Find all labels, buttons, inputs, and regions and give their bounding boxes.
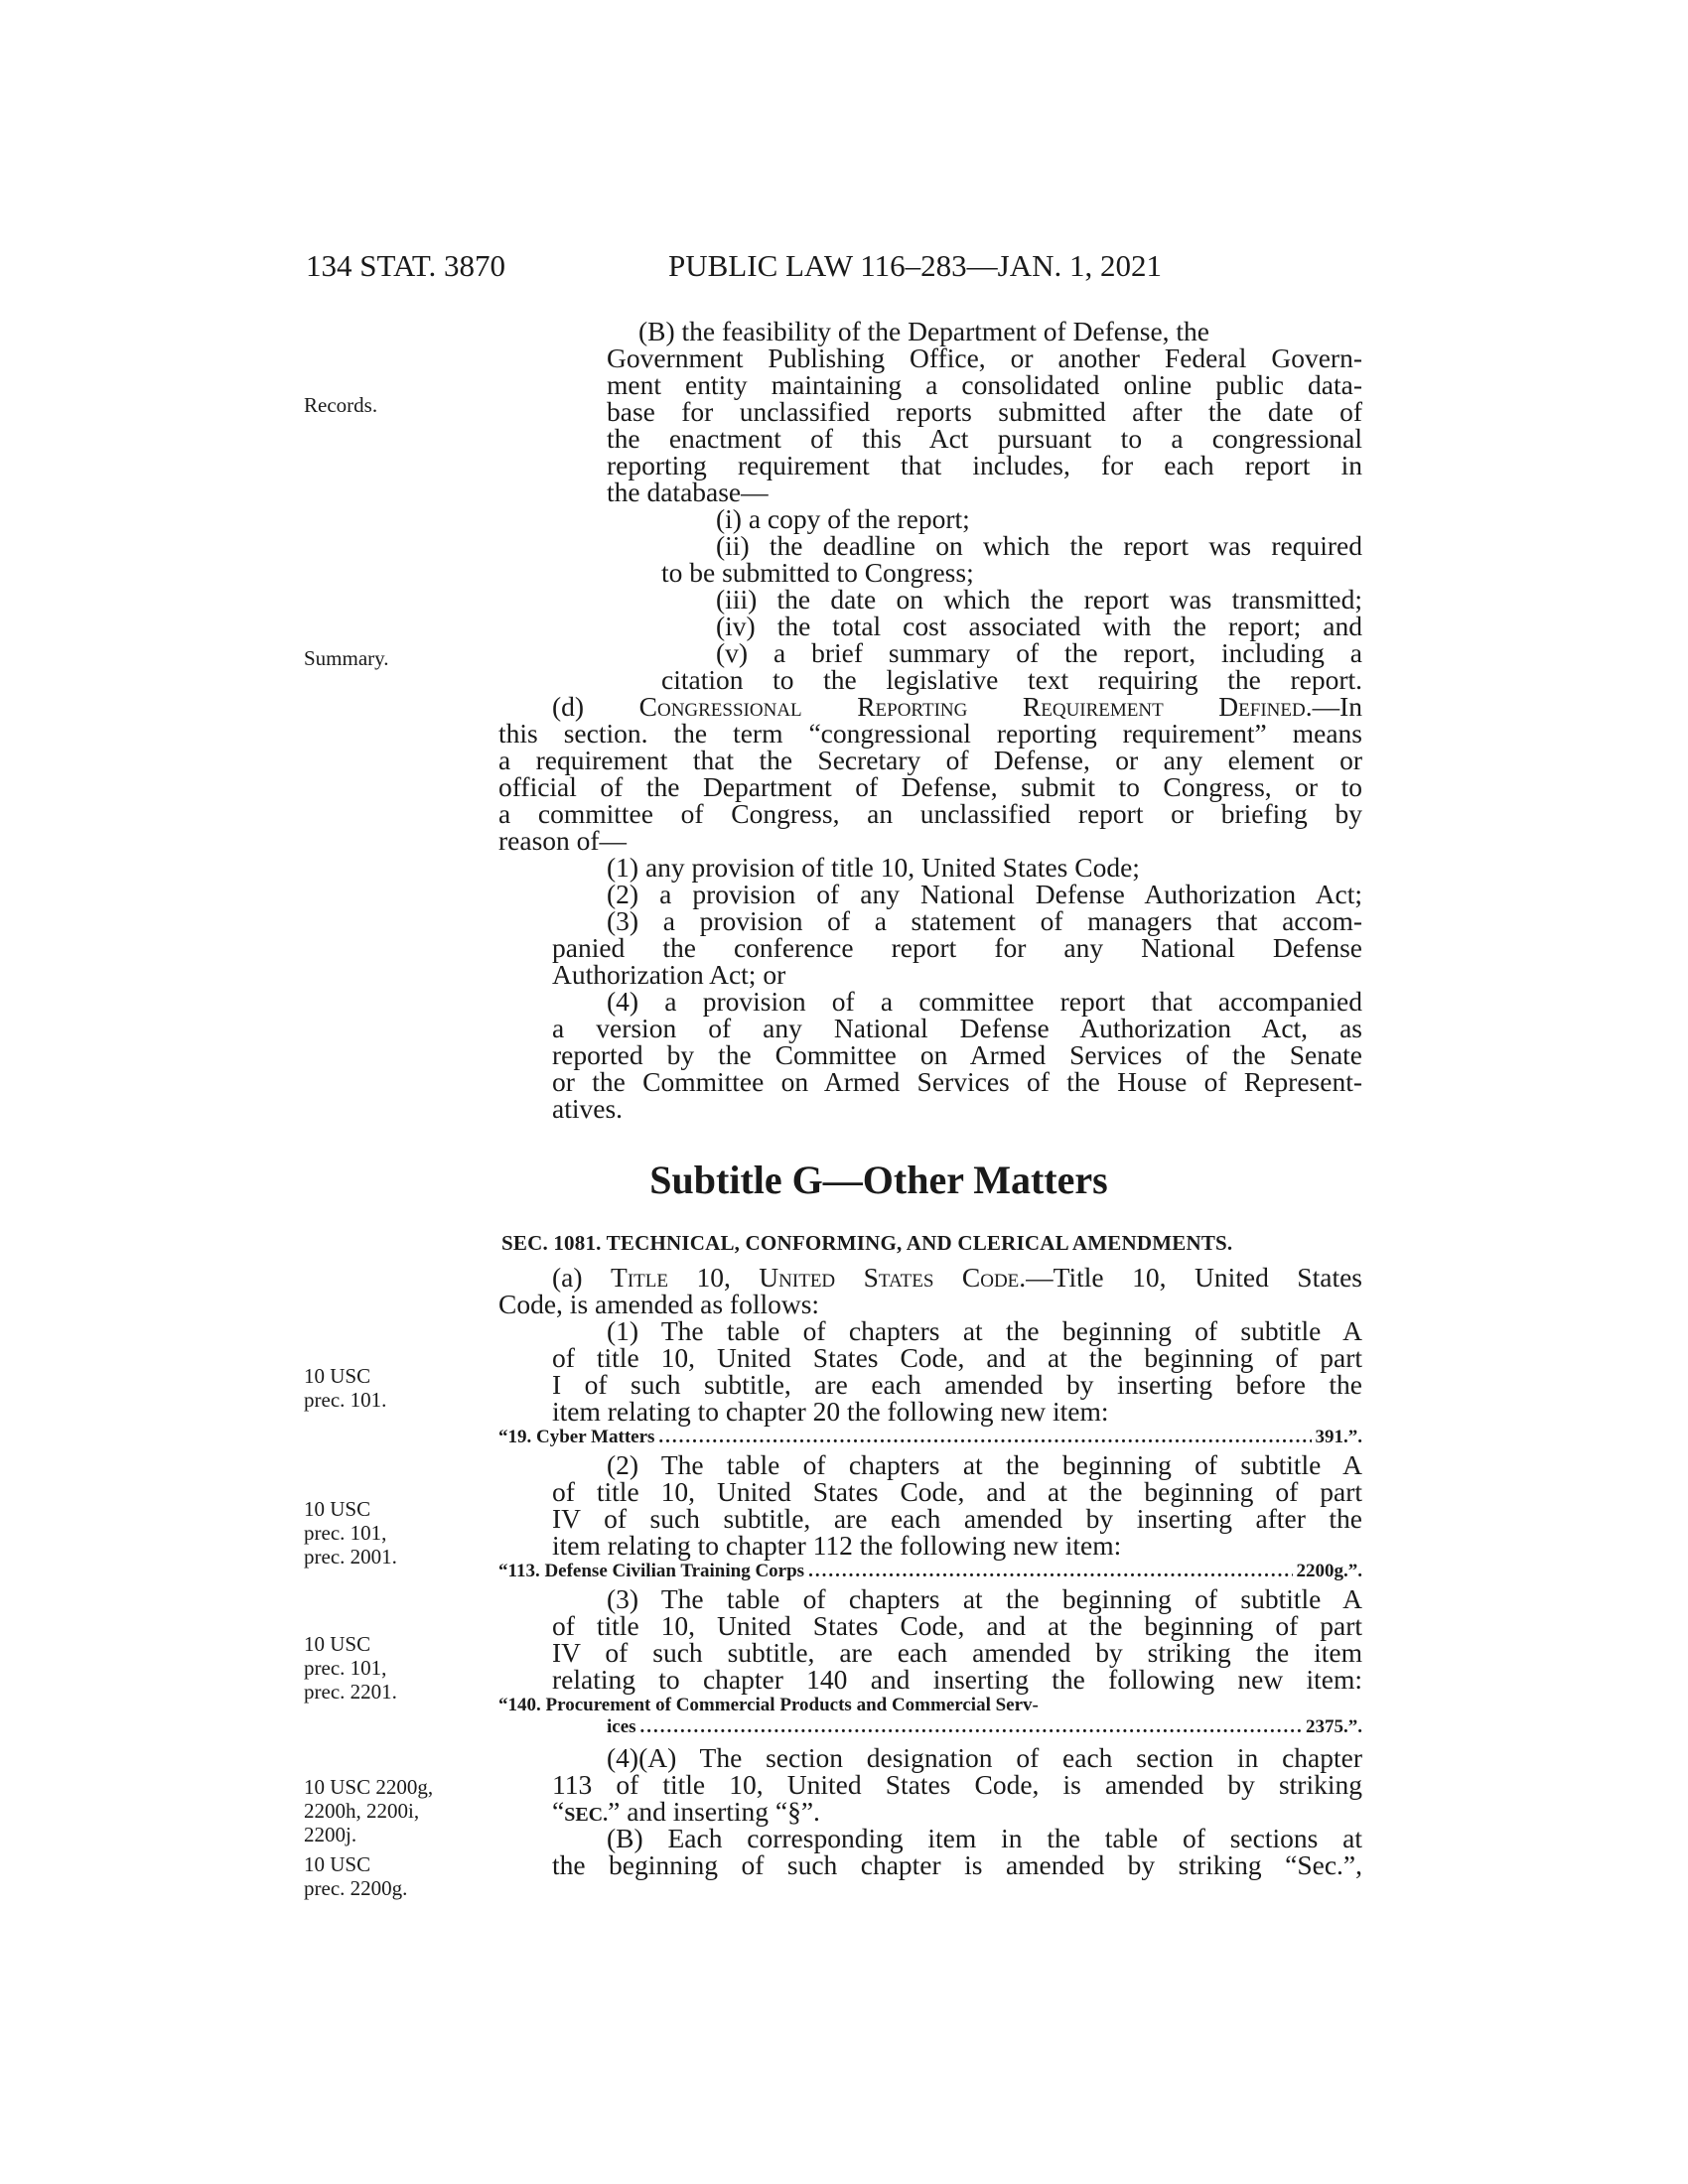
- para-b-line: the database—: [607, 477, 769, 507]
- subtitle-heading: Subtitle G—Other Matters: [649, 1158, 1108, 1202]
- margin-note-summary: Summary.: [304, 646, 389, 670]
- item-d-4-cont: a version of any National Defense Authorization Act, as: [552, 1013, 1362, 1043]
- para-d-line: reason of—: [498, 825, 628, 856]
- item-d-3: (3) a provision of a statement of managers that accom-: [607, 905, 1362, 936]
- amend-3-line: relating to chapter 140 and inserting the following new item:: [552, 1664, 1362, 1695]
- item-d-4-cont: or the Committee on Armed Services of the House of Represent-: [552, 1066, 1362, 1097]
- amend-4a-line: “SEC.” and inserting “§”.: [552, 1796, 820, 1827]
- item-b-iv: (iv) the total cost associated with the report; and: [716, 611, 1362, 641]
- para-b-line: reporting requirement that includes, for each report in: [607, 450, 1362, 480]
- item-d-1: (1) any provision of title 10, United States Code;: [607, 852, 1140, 883]
- para-b-line: ment entity maintaining a consolidated online public data-: [607, 369, 1362, 400]
- amend-2-line: of title 10, United States Code, and at the beginning of part: [552, 1476, 1362, 1507]
- amend-4a-line: (4)(A) The section designation of each section in chapter: [607, 1742, 1362, 1773]
- margin-note-usc-2: 10 USC prec. 101, prec. 2001.: [304, 1497, 397, 1569]
- amend-1-line: of title 10, United States Code, and at the beginning of part: [552, 1342, 1362, 1373]
- amend-4b-line: the beginning of such chapter is amended by striking “Sec.”,: [552, 1849, 1362, 1880]
- amend-2-line: IV of such subtitle, are each amended by inserting after the: [552, 1503, 1362, 1534]
- para-b-line: Government Publishing Office, or another Federal Govern-: [607, 342, 1362, 373]
- item-b-i: (i) a copy of the report;: [716, 503, 970, 534]
- margin-note-usc-5: 10 USC prec. 2200g.: [304, 1852, 408, 1900]
- item-b-ii: (ii) the deadline on which the report was required: [716, 530, 1362, 561]
- item-d-4: (4) a provision of a committee report that accompanied: [607, 986, 1362, 1017]
- para-d-heading-line: (d) Congressional Reporting Requirement Defined.—In: [552, 691, 1362, 722]
- amend-3-line: IV of such subtitle, are each amended by striking the item: [552, 1637, 1362, 1668]
- amend-1-line: I of such subtitle, are each amended by inserting before the: [552, 1369, 1362, 1400]
- item-d-3-cont: Authorization Act; or: [552, 959, 786, 990]
- para-a-heading-line: (a) Title 10, United States Code.—Title 10, United States: [552, 1262, 1362, 1293]
- para-a-line: Code, is amended as follows:: [498, 1289, 820, 1319]
- toc-item-defense-civilian-training-corps: “113. Defense Civilian Training Corps ..... 2200g.”.: [498, 1561, 1362, 1582]
- amend-1-line: item relating to chapter 20 the following new item:: [552, 1396, 1109, 1427]
- para-b-line: (B) the feasibility of the Department of Defense, the: [638, 316, 1210, 346]
- amend-4a-line: 113 of title 10, United States Code, is amended by striking: [552, 1769, 1362, 1800]
- leader-dots: [658, 1427, 1311, 1448]
- amend-2-line: (2) The table of chapters at the beginning of subtitle A: [607, 1449, 1362, 1480]
- item-d-2: (2) a provision of any National Defense Authorization Act;: [607, 879, 1362, 909]
- item-d-4-cont: reported by the Committee on Armed Services of the Senate: [552, 1039, 1362, 1070]
- section-heading: SEC. 1081. TECHNICAL, CONFORMING, AND CLERICAL AMENDMENTS.: [501, 1231, 1233, 1255]
- item-b-ii-cont: to be submitted to Congress;: [661, 557, 974, 588]
- item-d-4-cont: atives.: [552, 1093, 624, 1124]
- item-b-v: (v) a brief summary of the report, including a: [716, 637, 1362, 668]
- amend-3-line: of title 10, United States Code, and at the beginning of part: [552, 1610, 1362, 1641]
- leader-dots: [640, 1716, 1302, 1738]
- amend-1-line: (1) The table of chapters at the beginning of subtitle A: [607, 1315, 1362, 1346]
- amend-4b-line: (B) Each corresponding item in the table of sections at: [607, 1823, 1362, 1853]
- amend-3-line: (3) The table of chapters at the beginning of subtitle A: [607, 1583, 1362, 1614]
- item-d-3-cont: panied the conference report for any National Defense: [552, 932, 1362, 963]
- margin-note-records: Records.: [304, 393, 378, 417]
- leader-dots: [808, 1561, 1292, 1582]
- toc-item-procurement: “140. Procurement of Commercial Products and Commercial Serv-: [498, 1695, 1039, 1715]
- para-d-line: this section. the term “congressional reporting requirement” means: [498, 718, 1362, 749]
- para-d-line: official of the Department of Defense, submit to Congress, or to: [498, 771, 1362, 802]
- para-d-line: a requirement that the Secretary of Defense, or any element or: [498, 745, 1362, 775]
- item-b-v-cont: citation to the legislative text requiring the report.: [661, 664, 1362, 695]
- para-b-line: the enactment of this Act pursuant to a congressional: [607, 423, 1362, 454]
- para-d-line: a committee of Congress, an unclassified report or briefing by: [498, 798, 1362, 829]
- public-law-header: PUBLIC LAW 116–283—JAN. 1, 2021: [668, 248, 1162, 283]
- margin-note-usc-3: 10 USC prec. 101, prec. 2201.: [304, 1632, 397, 1704]
- item-b-iii: (iii) the date on which the report was transmitted;: [716, 584, 1362, 614]
- toc-item-procurement-cont: ices ..... 2375.”.: [607, 1716, 1362, 1738]
- toc-item-cyber-matters: “19. Cyber Matters ..... 391.”.: [498, 1427, 1362, 1448]
- margin-note-usc-4: 10 USC 2200g, 2200h, 2200i, 2200j.: [304, 1775, 434, 1846]
- margin-note-usc-1: 10 USC prec. 101.: [304, 1364, 387, 1412]
- page-stat-citation: 134 STAT. 3870: [306, 248, 506, 283]
- amend-2-line: item relating to chapter 112 the following new item:: [552, 1530, 1122, 1561]
- para-b-line: base for unclassified reports submitted after the date of: [607, 396, 1362, 427]
